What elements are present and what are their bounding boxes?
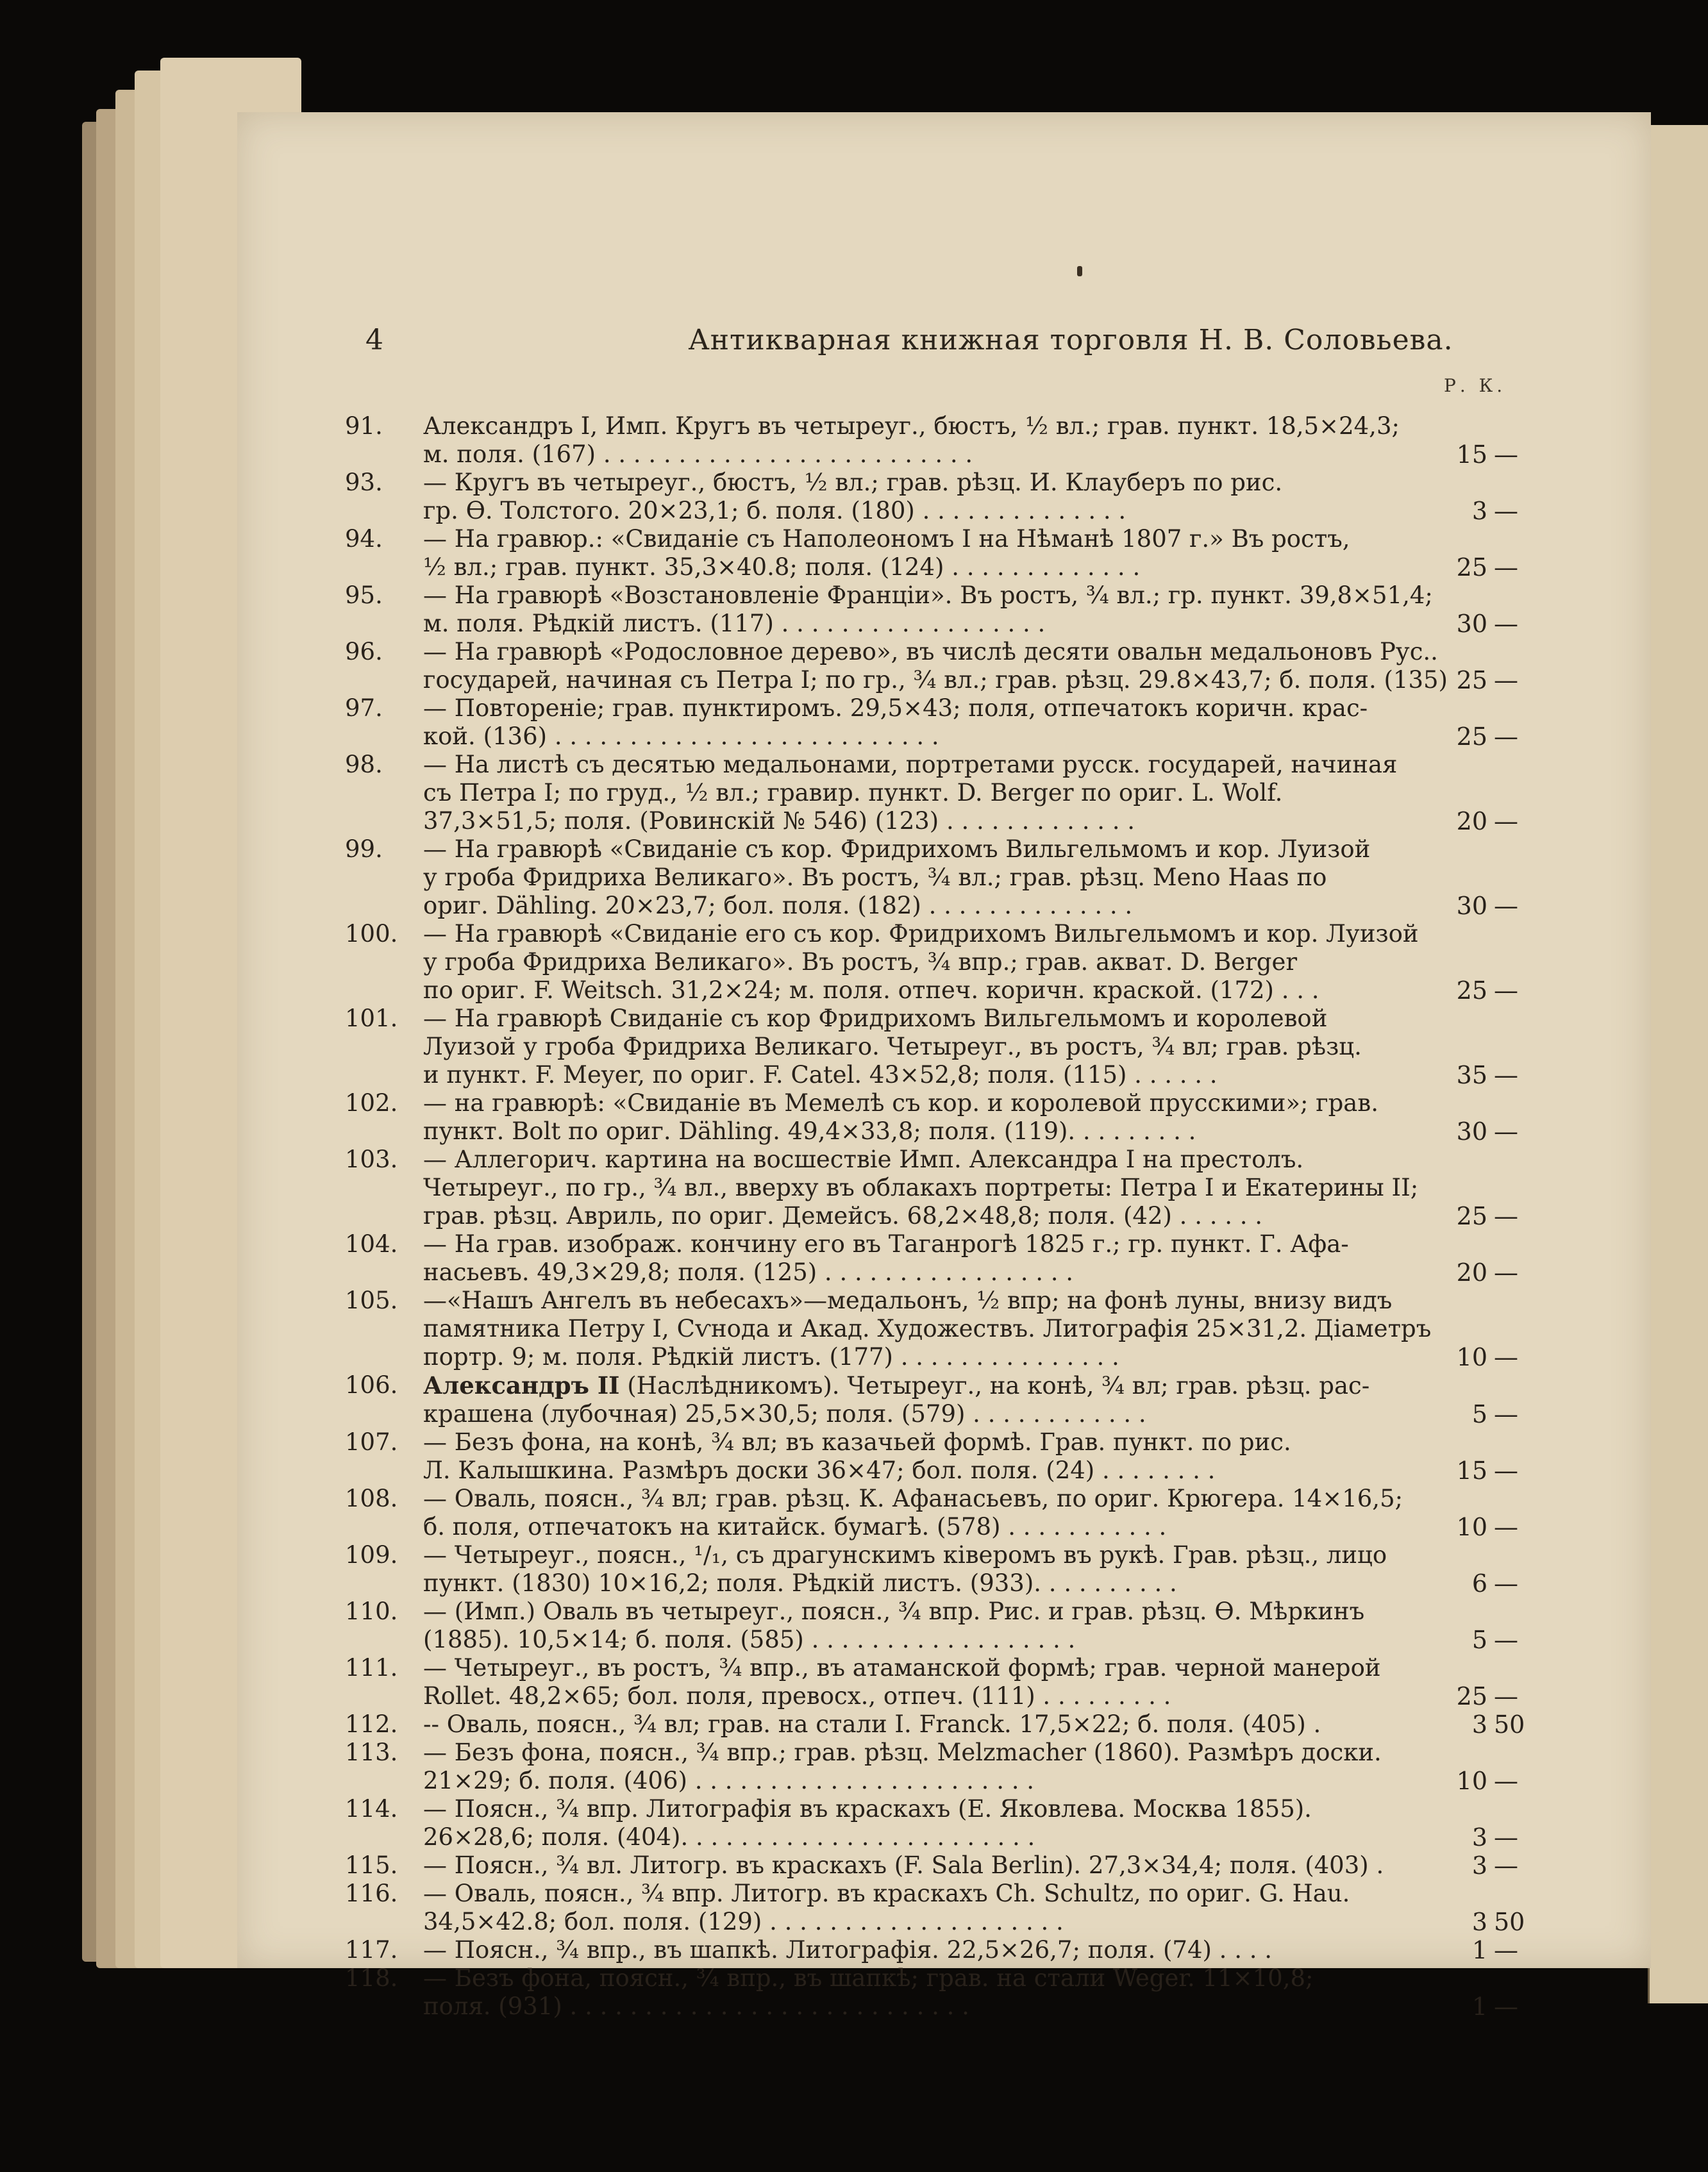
entry-number: 96. xyxy=(345,638,383,665)
entry-number: 97. xyxy=(345,694,383,722)
price-rubles: 20 xyxy=(1456,1258,1487,1287)
price-rubles: 15 xyxy=(1456,1457,1487,1485)
price-rubles: 25 xyxy=(1456,976,1487,1005)
catalog-entry xyxy=(237,1739,1651,1795)
entry-description: — Оваль, поясн., ¾ впр. Литогр. въ краскахъ Ch. Schultz, по ориг. G. Hau. 34,5×42.8; бол. поля. (129) . . . . . . . . . . . . . . . . . . . . xyxy=(423,1880,1350,1935)
entry-number: 118. xyxy=(345,1964,398,1992)
price-kopecks: — xyxy=(1494,1457,1518,1485)
entry-price xyxy=(1443,1343,1539,1371)
price-kopecks: — xyxy=(1494,1202,1518,1230)
entry-price xyxy=(1443,976,1539,1005)
facing-page xyxy=(1648,125,1708,2003)
entry-number: 98. xyxy=(345,751,383,778)
catalog-entry xyxy=(237,1230,1651,1287)
entry-description: — На гравюрѣ Свиданіе съ кор Фридрихомъ Вильгельмомъ и королевой Луизой у гроба Фридриха Великаго. Четыреуг., въ ростъ, ¾ вл; грав. рѣзц. и пункт. F. Meyer, по ориг. F. Catel. 43×52,8; поля. (115) . . . . . . xyxy=(423,1005,1362,1089)
entry-number: 94. xyxy=(345,525,383,553)
entry-number: 111. xyxy=(345,1654,398,1682)
entry-price xyxy=(1443,1710,1539,1739)
catalog-entry xyxy=(237,581,1651,638)
entry-price xyxy=(1443,1908,1539,1936)
catalog-entry xyxy=(237,694,1651,751)
price-kopecks: — xyxy=(1494,976,1518,1005)
entry-number: 101. xyxy=(345,1005,398,1032)
entry-price xyxy=(1443,1400,1539,1428)
catalog-entry xyxy=(237,1964,1651,2021)
entry-number: 114. xyxy=(345,1795,398,1823)
price-rubles: 25 xyxy=(1456,1202,1487,1230)
entry-description: — На гравюрѣ «Родословное дерево», въ числѣ десяти овальн медальоновъ Рус.. государей, начиная съ Петра I; по гр., ¾ вл.; грав. рѣзц. 29.8×43,7; б. поля. (135) xyxy=(423,638,1448,694)
price-rubles: 30 xyxy=(1456,610,1487,638)
entry-number: 95. xyxy=(345,581,383,609)
price-rubles: 5 xyxy=(1471,1626,1487,1654)
price-kopecks: 50 xyxy=(1494,1908,1525,1936)
price-kopecks: — xyxy=(1494,723,1518,751)
price-rubles: 3 xyxy=(1471,1710,1487,1739)
entry-description: — Безъ фона, поясн., ¾ впр.; грав. рѣзц. Melzmacher (1860). Размѣръ доски. 21×29; б. поля. (406) . . . . . . . . . . . . . . . . . . . . . . . xyxy=(423,1739,1382,1794)
entry-description: Александръ I, Имп. Кругъ въ четыреуг., бюстъ, ½ вл.; грав. пункт. 18,5×24,3; м. поля. (167) . . . . . . . . . . . . . . . . . . . . . . . . . xyxy=(423,412,1400,468)
price-kopecks: — xyxy=(1494,1823,1518,1851)
price-kopecks: — xyxy=(1494,610,1518,638)
entry-price xyxy=(1443,1851,1539,1880)
entry-price xyxy=(1443,807,1539,835)
entry-number: 117. xyxy=(345,1936,398,1964)
catalog-entry xyxy=(237,1428,1651,1485)
price-kopecks: — xyxy=(1494,1117,1518,1146)
price-rubles: 3 xyxy=(1471,1823,1487,1851)
catalog-entry xyxy=(237,1371,1651,1428)
price-kopecks: — xyxy=(1494,1061,1518,1089)
entry-price xyxy=(1443,723,1539,751)
catalog-entry xyxy=(237,1654,1651,1710)
catalog-entry xyxy=(237,1005,1651,1089)
entry-number: 100. xyxy=(345,920,398,948)
entry-price xyxy=(1443,1992,1539,2021)
entry-price xyxy=(1443,1202,1539,1230)
price-kopecks: — xyxy=(1494,1513,1518,1541)
price-kopecks: — xyxy=(1494,666,1518,694)
entry-description: — Безъ фона, на конѣ, ¾ вл; въ казачьей формѣ. Грав. пункт. по рис. Л. Калышкина. Размѣръ доски 36×47; бол. поля. (24) . . . . . . . . xyxy=(423,1428,1291,1484)
page-number: 4 xyxy=(365,324,383,356)
entry-description: — Поясн., ¾ впр., въ шапкѣ. Литографія. 22,5×26,7; поля. (74) . . . . xyxy=(423,1936,1273,1964)
page-header xyxy=(237,324,1651,362)
price-kopecks: — xyxy=(1494,1682,1518,1710)
price-rubles: 30 xyxy=(1456,1117,1487,1146)
price-rubles: 10 xyxy=(1456,1343,1487,1371)
catalog-entry xyxy=(237,469,1651,525)
entry-description: — Четыреуг., поясн., ¹/₁, съ драгунскимъ кiверомъ въ рукѣ. Грав. рѣзц., лицо пункт. (1830) 10×16,2; поля. Рѣдкій листъ. (933). . . . . . . . . . xyxy=(423,1541,1387,1597)
entry-description: -- Оваль, поясн., ¾ вл; грав. на стали I. Franck. 17,5×22; б. поля. (405) . xyxy=(423,1710,1321,1738)
price-kopecks: 50 xyxy=(1494,1710,1525,1739)
entry-number: 99. xyxy=(345,835,383,863)
price-rubles: 15 xyxy=(1456,440,1487,469)
catalog-entry xyxy=(237,1089,1651,1146)
entry-price xyxy=(1443,1936,1539,1964)
entry-price xyxy=(1443,553,1539,581)
price-kopecks: — xyxy=(1494,1851,1518,1880)
entry-description: —«Нашъ Ангелъ въ небесахъ»—медальонъ, ½ впр; на фонѣ луны, внизу видъ памятника Петру I, Сѵнода и Акад. Художествъ. Литографія 25×31,2. Діаметръ портр. 9; м. поля. Рѣдкій листъ. (177) . . . . . . . . . . . . . . . xyxy=(423,1287,1432,1371)
entry-number: 103. xyxy=(345,1146,398,1173)
price-rubles: 5 xyxy=(1471,1400,1487,1428)
price-kopecks: — xyxy=(1494,497,1518,525)
price-rubles: 6 xyxy=(1471,1569,1487,1598)
catalog-entry xyxy=(237,638,1651,694)
entry-description: — На листѣ съ десятью медальонами, портретами русск. государей, начиная съ Петра I; по груд., ½ вл.; гравир. пункт. D. Berger по ориг. L. Wolf. 37,3×51,5; поля. (Ровинскій № 546) (123) . . . . . . . . . . . . . xyxy=(423,751,1398,835)
entry-price xyxy=(1443,666,1539,694)
price-rubles: 1 xyxy=(1471,1936,1487,1964)
entry-price xyxy=(1443,1767,1539,1795)
ink-mark xyxy=(1077,266,1082,276)
entry-description: — На гравюрѣ «Возстановленіе Франціи». Въ ростъ, ¾ вл.; гр. пункт. 39,8×51,4; м. поля. Рѣдкій листъ. (117) . . . . . . . . . . . . . . . . . . xyxy=(423,581,1433,637)
entry-number: 109. xyxy=(345,1541,398,1569)
entry-price xyxy=(1443,497,1539,525)
entry-price xyxy=(1443,1823,1539,1851)
entry-description: — На гравюр.: «Свиданіе съ Наполеономъ I на Нѣманѣ 1807 г.» Въ ростъ, ½ вл.; грав. пункт. 35,3×40.8; поля. (124) . . . . . . . . . . . . . xyxy=(423,525,1350,581)
price-rubles: 20 xyxy=(1456,807,1487,835)
price-rubles: 35 xyxy=(1456,1061,1487,1089)
entry-number: 113. xyxy=(345,1739,398,1766)
entry-price xyxy=(1443,1626,1539,1654)
entry-number: 107. xyxy=(345,1428,398,1456)
entry-price xyxy=(1443,1682,1539,1710)
catalog-entry xyxy=(237,525,1651,581)
price-kopecks: — xyxy=(1494,1992,1518,2021)
catalog-entry xyxy=(237,920,1651,1005)
price-kopecks: — xyxy=(1494,892,1518,920)
entry-number: 105. xyxy=(345,1287,398,1314)
entry-description: — Четыреуг., въ ростъ, ¾ впр., въ атаманской формѣ; грав. черной манерой Rollet. 48,2×65; бол. поля, превосх., отпеч. (111) . . . . . . . . . xyxy=(423,1654,1381,1710)
price-kopecks: — xyxy=(1494,1936,1518,1964)
catalog-entry xyxy=(237,1485,1651,1541)
price-rubles: 30 xyxy=(1456,892,1487,920)
price-rubles: 25 xyxy=(1456,1682,1487,1710)
entry-number: 110. xyxy=(345,1598,398,1625)
catalog-entry xyxy=(237,751,1651,835)
entry-number: 93. xyxy=(345,469,383,496)
entry-description: — Безъ фона, поясн., ¾ впр., въ шапкѣ; грав. на стали Weger. 11×10,8; поля. (931) . . . . . . . . . . . . . . . . . . . . . . . . . . . xyxy=(423,1964,1314,2020)
price-kopecks: — xyxy=(1494,1258,1518,1287)
price-rubles: 10 xyxy=(1456,1513,1487,1541)
catalog-entry xyxy=(237,1710,1651,1739)
entry-description: — Кругъ въ четыреуг., бюстъ, ½ вл.; грав. рѣзц. И. Клауберъ по рис. гр. Ѳ. Толстого. 20×23,1; б. поля. (180) . . . . . . . . . . . . . . xyxy=(423,469,1283,524)
catalog-entry xyxy=(237,1880,1651,1936)
price-rubles: 10 xyxy=(1456,1767,1487,1795)
entry-price xyxy=(1443,892,1539,920)
entry-price xyxy=(1443,1569,1539,1598)
entry-price xyxy=(1443,1258,1539,1287)
entry-price xyxy=(1443,610,1539,638)
entry-number: 108. xyxy=(345,1485,398,1512)
entry-number: 112. xyxy=(345,1710,398,1738)
price-rubles: 25 xyxy=(1456,723,1487,751)
catalog-entry xyxy=(237,835,1651,920)
price-kopecks: — xyxy=(1494,1400,1518,1428)
price-kopecks: — xyxy=(1494,807,1518,835)
entry-price xyxy=(1443,1513,1539,1541)
entry-number: 106. xyxy=(345,1371,398,1399)
price-kopecks: — xyxy=(1494,1343,1518,1371)
catalog-page xyxy=(237,112,1651,2021)
catalog-entry xyxy=(237,1146,1651,1230)
entry-price xyxy=(1443,1457,1539,1485)
price-rubles: 25 xyxy=(1456,553,1487,581)
catalog-entries xyxy=(237,412,1651,2021)
entry-price xyxy=(1443,440,1539,469)
price-rubles: 25 xyxy=(1456,666,1487,694)
catalog-entry xyxy=(237,1851,1651,1880)
price-kopecks: — xyxy=(1494,1626,1518,1654)
entry-description: — На грав. изображ. кончину его въ Таганрогѣ 1825 г.; гр. пункт. Г. Афа- насьевъ. 49,3×29,8; поля. (125) . . . . . . . . . . . . . . . . . xyxy=(423,1230,1349,1286)
entry-description: — на гравюрѣ: «Свиданіе въ Мемелѣ съ кор. и королевой прусскими»; грав. пункт. Bolt по ориг. Dähling. 49,4×33,8; поля. (119). . . . . . . . . xyxy=(423,1089,1378,1145)
entry-description: — Оваль, поясн., ¾ вл; грав. рѣзц. К. Афанасьевъ, по ориг. Крюгера. 14×16,5; б. поля, отпечатокъ на китайск. бумагѣ. (578) . . . . . . . . . . . xyxy=(423,1485,1403,1541)
price-rubles: 3 xyxy=(1471,1908,1487,1936)
price-column-header: Р. К. xyxy=(1444,375,1507,396)
price-kopecks: — xyxy=(1494,553,1518,581)
entry-description: — На гравюрѣ «Свиданіе съ кор. Фридрихомъ Вильгельмомъ и кор. Луизой у гроба Фридриха Великаго». Въ ростъ, ¾ вл.; грав. рѣзц. Meno Haas по ориг. Dähling. 20×23,7; бол. поля. (182) . . . . . . . . . . . . . . xyxy=(423,835,1371,919)
price-rubles: 3 xyxy=(1471,1851,1487,1880)
price-kopecks: — xyxy=(1494,1767,1518,1795)
entry-price xyxy=(1443,1117,1539,1146)
entry-description: — Аллегорич. картина на восшествіе Имп. Александра I на престолъ. Четыреуг., по гр., ¾ вл., вверху въ облакахъ портреты: Петра I и Екатерины II; грав. рѣзц. Авриль, по ориг. Демейсъ. 68,2×48,8; поля. (42) . . . . . . xyxy=(423,1146,1419,1230)
entry-number: 116. xyxy=(345,1880,398,1907)
entry-description: Александръ II (Наслѣдникомъ). Четыреуг., на конѣ, ¾ вл; грав. рѣзц. рас- крашена (лубочная) 25,5×30,5; поля. (579) . . . . . . . . . . . . xyxy=(423,1371,1370,1428)
catalog-entry xyxy=(237,1936,1651,1964)
catalog-entry xyxy=(237,1287,1651,1371)
price-kopecks: — xyxy=(1494,1569,1518,1598)
entry-description: — Поясн., ¾ вл. Литогр. въ краскахъ (F. Sala Berlin). 27,3×34,4; поля. (403) . xyxy=(423,1851,1384,1879)
catalog-entry xyxy=(237,412,1651,469)
price-rubles: 3 xyxy=(1471,497,1487,525)
entry-price xyxy=(1443,1061,1539,1089)
catalog-entry xyxy=(237,1598,1651,1654)
entry-description: — Повтореніе; грав. пунктиромъ. 29,5×43; поля, отпечатокъ коричн. крас- кой. (136) . . . . . . . . . . . . . . . . . . . . . . . . . . xyxy=(423,694,1368,750)
entry-description: — На гравюрѣ «Свиданіе его съ кор. Фридрихомъ Вильгельмомъ и кор. Луизой у гроба Фридриха Великаго». Въ ростъ, ¾ впр.; грав. акват. D. Berger по ориг. F. Weitsch. 31,2×24; м. поля. отпеч. коричн. краской. (172) . . . xyxy=(423,920,1419,1004)
catalog-entry xyxy=(237,1541,1651,1598)
price-rubles: 1 xyxy=(1471,1992,1487,2021)
catalog-entry xyxy=(237,1795,1651,1851)
entry-description: — (Имп.) Оваль въ четыреуг., поясн., ¾ впр. Рис. и грав. рѣзц. Ѳ. Мѣркинъ (1885). 10,5×14; б. поля. (585) . . . . . . . . . . . . . . . . . . xyxy=(423,1598,1365,1653)
entry-number: 104. xyxy=(345,1230,398,1258)
running-title: Антикварная книжная торговля Н. В. Соловьева. xyxy=(688,324,1453,356)
price-kopecks: — xyxy=(1494,440,1518,469)
entry-number: 115. xyxy=(345,1851,398,1879)
entry-number: 91. xyxy=(345,412,383,440)
entry-number: 102. xyxy=(345,1089,398,1117)
entry-description: — Поясн., ¾ впр. Литографія въ краскахъ (Е. Яковлева. Москва 1855). 26×28,6; поля. (404). . . . . . . . . . . . . . . . . . . . . . . . xyxy=(423,1795,1312,1851)
